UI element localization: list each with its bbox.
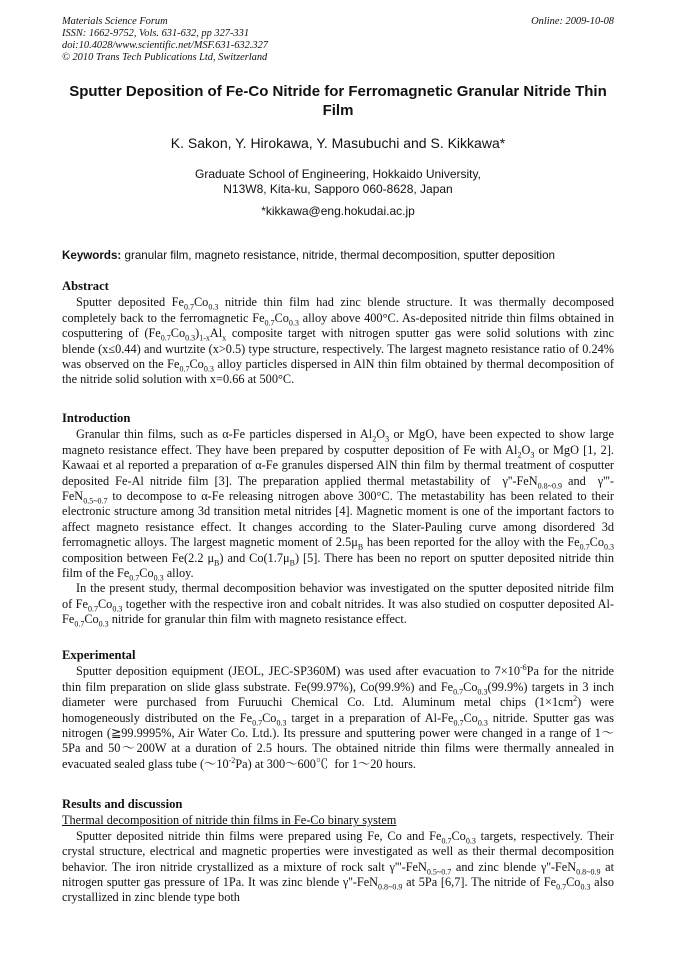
- copyright-line: © 2010 Trans Tech Publications Ltd, Switzerland: [62, 52, 268, 63]
- results-heading: Results and discussion: [62, 797, 183, 811]
- results-section: [62, 797, 614, 906]
- introduction-paragraph-1: Granular thin films, such as α-Fe particles dispersed in $Al_2O_3$ or MgO, have been expected to show large magneto resistance effect. They have been prepared by cosputter deposition of Fe with $Al_2O_3$ or MgO [1, 2]. Kawaai et al reported a preparation of α-Fe granules dispersed AlN thin film by thermal treatment of cosputter deposited Fe-Al nitride film [3]. The preparation applied thermal metastability of γ''-FeN$_{0.8\sim 0.9}$ and γ'''-FeN$_{0.5\sim 0.7}$ to decompose to α-Fe releasing nitrogen above 300°C. The metastability has been related to their electronic structure among 3d transition metal nitrides [4]. Magnetic moment is one of the important factors to affect magneto resistance effect. It changes according to the Slater-Pauling curve among disordered 3d ferromagnetic alloys. The largest magnetic moment of $2.5\mu_B$ has been reported for the alloy with the $Fe_{0.7}Co_{0.3}$ composition between Fe(2.2 $\mu_B$) and $Co(1.7\mu_B)$ [5]. There has been no report on sputter deposited nitride thin film of the $Fe_{0.7}Co_{0.3}$ alloy.: [62, 427, 615, 583]
- abstract-section: [62, 279, 614, 388]
- journal-header: [62, 16, 614, 64]
- doi-line: doi:10.4028/www.scientific.net/MSF.631-632.327: [62, 40, 268, 51]
- introduction-heading: Introduction: [62, 411, 131, 425]
- keywords-text: granular film, magneto resistance, nitride, thermal decomposition, sputter deposition: [124, 249, 555, 262]
- affiliation-line-1: Graduate School of Engineering, Hokkaido University,: [195, 167, 481, 181]
- experimental-heading: Experimental: [62, 648, 136, 662]
- experimental-paragraph: Sputter deposition equipment (JEOL, JEC-SP360M) was used after evacuation to $7\times 10^{-6}Pa$ for the nitride thin film preparation on slide glass substrate. Fe(99.97%), Co(99.9%) and $Fe_{0.7}Co_{0.3}(99.9\%)$ targets in 3 inch diameter were purchased from Furuuchi Chemical Co. Ltd. Aluminum metal chips $(1\times 1cm^2)$ were homogeneously distributed on the $Fe_{0.7}Co_{0.3}$ target in a preparation of $Al-Fe_{0.7}Co_{0.3}$ nitride. Sputter gas was nitrogen (≧99.9995%, Air Water Co. Ltd.). Its pressure and sputtering power were changed in a range of 1～5Pa and 50～200W at a duration of 2.5 hours. The obtained nitride thin films were thermally annealed in evacuated sealed glass tube $(\sim 10^{-2}Pa)$ at 300～600℃ for 1～20 hours.: [62, 663, 615, 771]
- keywords-label: Keywords:: [62, 249, 122, 262]
- introduction-section: [62, 411, 614, 628]
- experimental-section: [62, 648, 614, 772]
- journal-name: Materials Science Forum: [62, 16, 168, 27]
- paper-title: Sputter Deposition of Fe-Co Nitride for Ferromagnetic Granular Nitride Thin Film: [69, 83, 607, 119]
- issn-line: ISSN: 1662-9752, Vols. 631-632, pp 327-331: [62, 28, 250, 39]
- affiliation: [62, 167, 614, 197]
- abstract-paragraph: Sputter deposited $Fe_{0.7}Co_{0.3}$ nitride thin film had zinc blende structure. It was thermally decomposed completely back to the ferromagnetic $Fe_{0.7}Co_{0.3}$ alloy above 400°C. As-deposited nitride thin films obtained in cosputtering of $(Fe_{0.7}Co_{0.3})_{1-x}Al_x$ composite target with nitrogen sputter gas were solid solutions with zinc blende (x≤0.44) and wurtzite (x>0.5) type structure, respectively. The largest magneto resistance ratio of 0.24% was observed on the $Fe_{0.7}Co_{0.3}$ alloy particles dispersed in AlN thin film obtained by thermal decomposition of the nitride solid solution with x=0.66 at 500°C.: [62, 295, 614, 387]
- authors: K. Sakon, Y. Hirokawa, Y. Masubuchi and S. Kikkawa*: [170, 135, 506, 151]
- results-subheading: Thermal decomposition of nitride thin films in Fe-Co binary system: [62, 813, 397, 828]
- corresponding-email: *kikkawa@eng.hokudai.ac.jp: [261, 204, 415, 218]
- abstract-heading: Abstract: [62, 279, 109, 293]
- affiliation-line-2: N13W8, Kita-ku, Sapporo 060-8628, Japan: [223, 182, 453, 196]
- introduction-paragraph-2: In the present study, thermal decomposition behavior was investigated on the sputter deposited nitride film of $Fe_{0.7}Co_{0.3}$ together with the respective iron and cobalt nitrides. It was also studied on cosputter deposited $Al-Fe_{0.7}Co_{0.3}$ nitride for granular thin film with magneto resistance effect.: [62, 581, 614, 629]
- online-date: Online: 2009-10-08: [531, 16, 614, 27]
- results-paragraph: Sputter deposited nitride thin films were prepared using Fe, Co and $Fe_{0.7}Co_{0.3}$ targets, respectively. Their crystal structure, electrical and magnetic properties were investigated as well as their thermal decomposition behavior. The iron nitride crystallized as a mixture of rock salt γ'''-FeN$_{0.5\sim 0.7}$ and zinc blende γ''-FeN$_{0.8\sim 0.9}$ at nitrogen sputter gas pressure of 1Pa. It was zinc blende γ''-FeN$_{0.8\sim 0.9}$ at 5Pa [6,7]. The nitride of $Fe_{0.7}Co_{0.3}$ also crystallized in zinc blende type both: [62, 828, 614, 905]
- keywords: [62, 249, 622, 262]
